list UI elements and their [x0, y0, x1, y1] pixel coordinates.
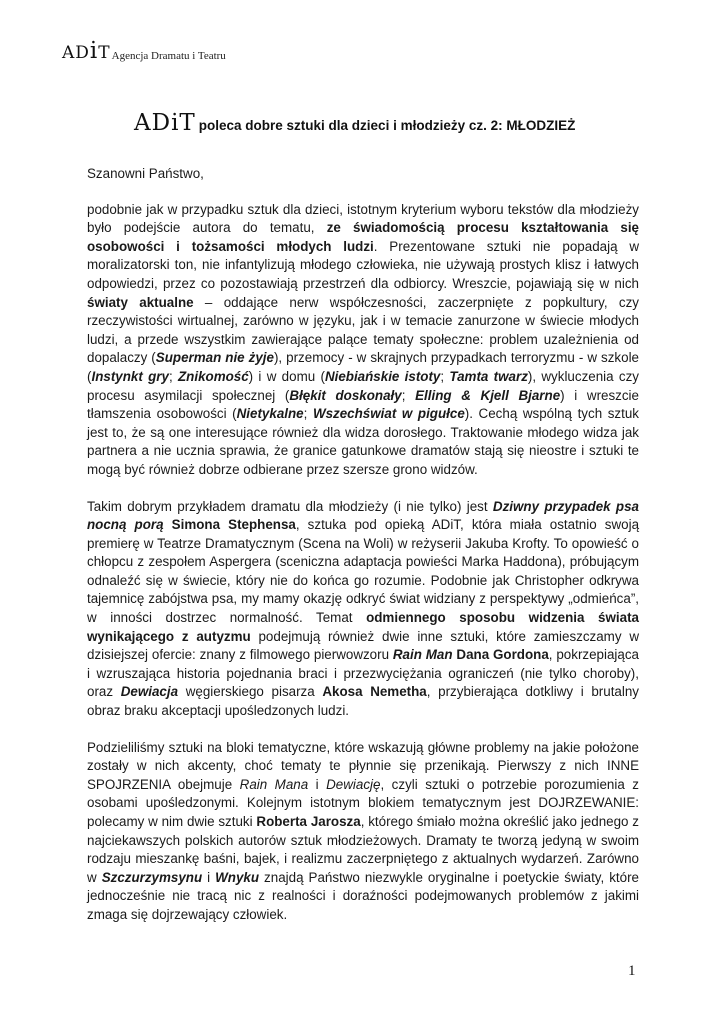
title-text: poleca dobre sztuki dla dzieci i młodzieży cz. 2: MŁODZIEŻ: [198, 118, 576, 133]
page-number: 1: [628, 963, 636, 979]
adit-logo: ADiT: [62, 38, 111, 64]
greeting: Szanowni Państwo,: [87, 166, 204, 181]
paragraph-1: podobnie jak w przypadku sztuk dla dzieci, istotnym kryterium wyboru tekstów dla młodzieży było podejście autora do tematu, ze świadomością procesu kształtowania się osobowości i tożsamości młodych ludzi. Prezentowane sztuki nie popadają w moralizatorski ton, nie infantylizują młodego człowieka, nie używają prostych klisz i łatwych odpowiedzi, przez co pozostawiają przestrzeń dla odbiorcy. Wreszcie, pojawiają się w nich światy aktualne – oddające nerw współczesności, zaczerpnięte z popkultury, czy rzeczywistości wirtualnej, zarówno w języku, jak i w temacie zanurzone w świecie młodych ludzi, a przede wszystkim zawierające palące tematy społeczne: problem uzależnienia od dopalaczy (Superman nie żyje), przemocy - w skrajnych przypadkach terroryzmu - w szkole (Instynkt gry; Znikomość) i w domu (Niebiańskie istoty; Tamta twarz), wykluczenia czy procesu asymilacji społecznej (Błękit doskonały; Elling & Kjell Bjarne) i wreszcie tłamszenia osobowości (Nietykalne; Wszechświat w pigułce). Cechą wspólną tych sztuk jest to, że są one interesujące również dla widza dorosłego. Traktowanie młodego widza jak partnera a nie ucznia sprawia, że granice gatunkowe dramatów stają się nieostre i sztuki te mogą być również dobrze odbierane przez szersze grono widzów.: [87, 201, 639, 477]
document-title: [134, 112, 575, 135]
agency-name: Agencja Dramatu i Teatru: [111, 50, 226, 62]
document-header: [62, 40, 226, 63]
document-body: [87, 165, 639, 943]
title-logo: ADiT: [134, 110, 196, 136]
paragraph-2: Takim dobrym przykładem dramatu dla młodzieży (i nie tylko) jest Dziwny przypadek psa nocną porą Simona Stephensa, sztuka pod opieką ADiT, która miała ostatnio swoją premierę w Teatrze Dramatycznym (Scena na Woli) w reżyserii Jakuba Krofty. To opowieść o chłopcu z zespołem Aspergera (sceniczna adaptacja powieści Marka Haddona), próbującym odnaleźć się w świecie, który nie do końca go rozumie. Podobnie jak Christopher odkrywa tajemnicę zabójstwa psa, my mamy okazję odkryć świat widziany z perspektywy „odmieńca”, w inności dostrzec normalność. Temat odmiennego sposobu widzenia świata wynikającego z autyzmu podejmują również dwie inne sztuki, które zamieszczamy w dzisiejszej ofercie: znany z filmowego pierwowzoru Rain Man Dana Gordona, pokrzepiająca i wzruszająca historia pojednania braci i przezwyciężania ograniczeń (nie tylko choroby), oraz Dewiacja węgierskiego pisarza Akosa Nemetha, przybierająca dotkliwy i brutalny obraz braku akceptacji upośledzonych ludzi.: [87, 498, 640, 719]
paragraph-3: Podzieliliśmy sztuki na bloki tematyczne, które wskazują główne problemy na jakie położone zostały w nich akcenty, choć tematy te płynnie się przenikają. Pierwszy z nich INNE SPOJRZENIA obejmuje Rain Mana i Dewiację, czyli sztuki o potrzebie porozumienia z osobami upośledzonymi. Kolejnym istotnym blokiem tematycznym jest DOJRZEWANIE: polecamy w nim dwie sztuki Roberta Jarosza, którego śmiało można określić jako jednego z najciekawszych polskich autorów sztuk młodzieżowych. Dramaty te tworzą jedyną w swoim rodzaju mieszankę baśni, bajek, i realizmu zaczerpniętego z aktualnych wydarzeń. Zarówno w Szczurzymsynu i Wnyku znajdą Państwo niezwykle oryginalne i poetyckie światy, które jednocześnie nie tracą nic z realności i doraźności podejmowanych problemów z jakimi zmaga się dojrzewający człowiek.: [87, 739, 639, 922]
